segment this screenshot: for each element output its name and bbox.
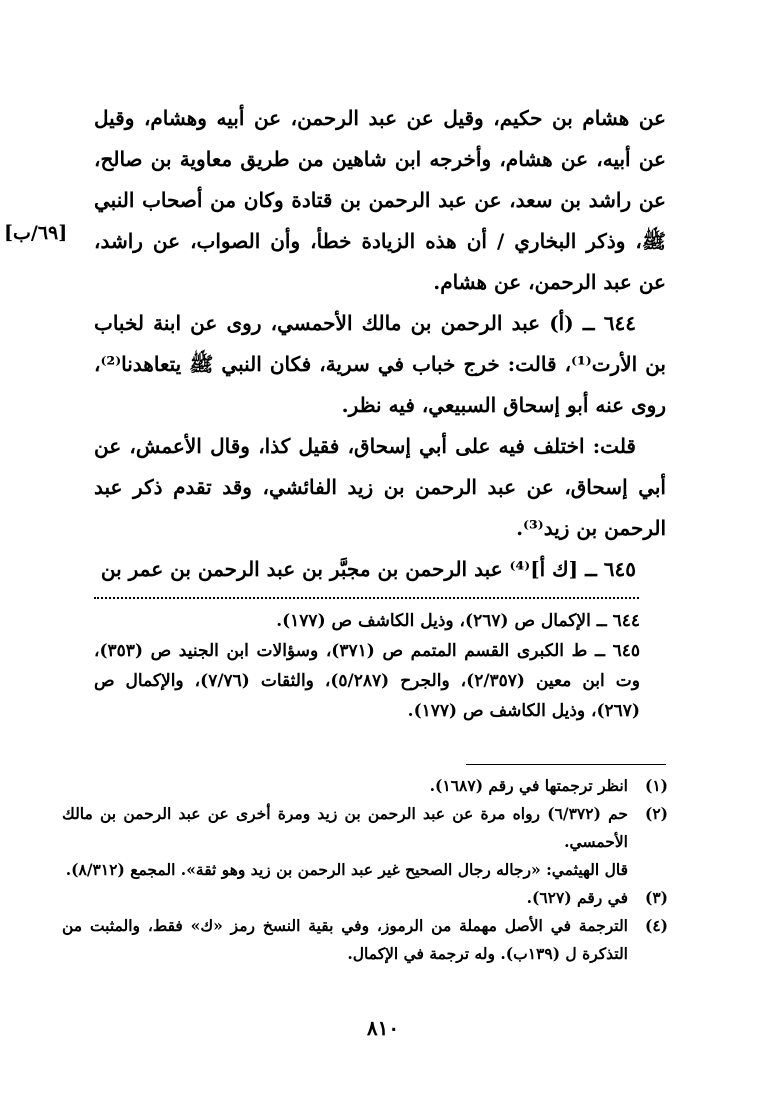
entry-644: ٦٤٤ ــ (أ) عبد الرحمن بن مالك الأحمسي، روى عن ابنة لخباب بن الأرت⁽¹⁾، قالت: خرج خباب في سرية، فكان النبي ﷺ يتعاهدنا⁽²⁾، روى عنه أبو إسحاق السبيعي، فيه نظر. [94, 311, 666, 417]
dotted-separator [94, 597, 639, 599]
footnote-rule [466, 764, 666, 765]
footnote-subtext: قال الهيثمي: «رجاله رجال الصحيح غير عبد الرحمن بن زيد وهو ثقة». المجمع (٨/٣١٢). [65, 860, 628, 879]
paragraph-continuation: عن هشام بن حكيم، وقيل عن عبد الرحمن، عن أبيه وهشام، وقيل عن أبيه، عن هشام، وأخرجه ابن شاهين من طريق معاوية بن صالح، عن راشد بن سعد، عن عبد الرحمن بن قتادة وكان من أصحاب النبي ﷺ، وذكر البخاري / أن هذه الزيادة خطأ، وأن الصواب، عن راشد، عن عبد الرحمن، عن هشام. [94, 106, 666, 294]
footnote-text: انظر ترجمتها في رقم (١٦٨٧). [429, 776, 628, 795]
footnote-number: (٣) [644, 888, 668, 907]
margin-folio-note: [٦٩/ب] [4, 222, 68, 244]
footnote-number: (٢) [644, 804, 668, 823]
paragraph-comment: قلت: اختلف فيه على أبي إسحاق، فقيل كذا، وقال الأعمش، عن أبي إسحاق، عن عبد الرحمن بن زيد الفائشي، وقد تقدم ذكر عبد الرحمن بن زيد⁽³⁾. [94, 434, 666, 540]
footnote-3 [62, 884, 668, 912]
main-text [94, 98, 666, 590]
footnote-2 [62, 800, 668, 884]
footnote-text: حم (٦/٣٧٢) رواه مرة عن عبد الرحمن بن زيد ومرة أخرى عن عبد الرحمن بن مالك الأحمسي. [62, 804, 628, 851]
page-number: ٨١٠ [366, 1016, 400, 1040]
footnote-text: في رقم (٦٢٧). [526, 888, 628, 907]
footnote-4 [62, 912, 668, 968]
source-645: ٦٤٥ ــ ط الكبرى القسم المتمم ص (٣٧١)، وسؤالات ابن الجنيد ص (٣٥٣)، وت ابن معين (٢/٣٥٧)، والجرح (٥/٢٨٧)، والثقات (٧/٧٦)، والإكمال ص (٢٦٧)، وذيل الكاشف ص (١٧٧). [94, 641, 640, 721]
footnote-number: (١) [644, 776, 668, 795]
source-644: ٦٤٤ ــ الإكمال ص (٢٦٧)، وذيل الكاشف ص (١٧٧). [276, 611, 640, 631]
footnotes [62, 772, 668, 968]
entry-645: ٦٤٥ ــ [ك أ]⁽⁴⁾ عبد الرحمن بن مجبَّر بن عبد الرحمن بن عمر بن [100, 557, 636, 581]
footnote-1 [62, 772, 668, 800]
sources-block [94, 606, 640, 726]
footnote-number: (٤) [644, 916, 668, 935]
footnote-text: الترجمة في الأصل مهملة من الرموز، وفي بقية النسخ رمز «ك» فقط، والمثبت من التذكرة ل (١٣٩ب). وله ترجمة في الإكمال. [62, 916, 628, 963]
